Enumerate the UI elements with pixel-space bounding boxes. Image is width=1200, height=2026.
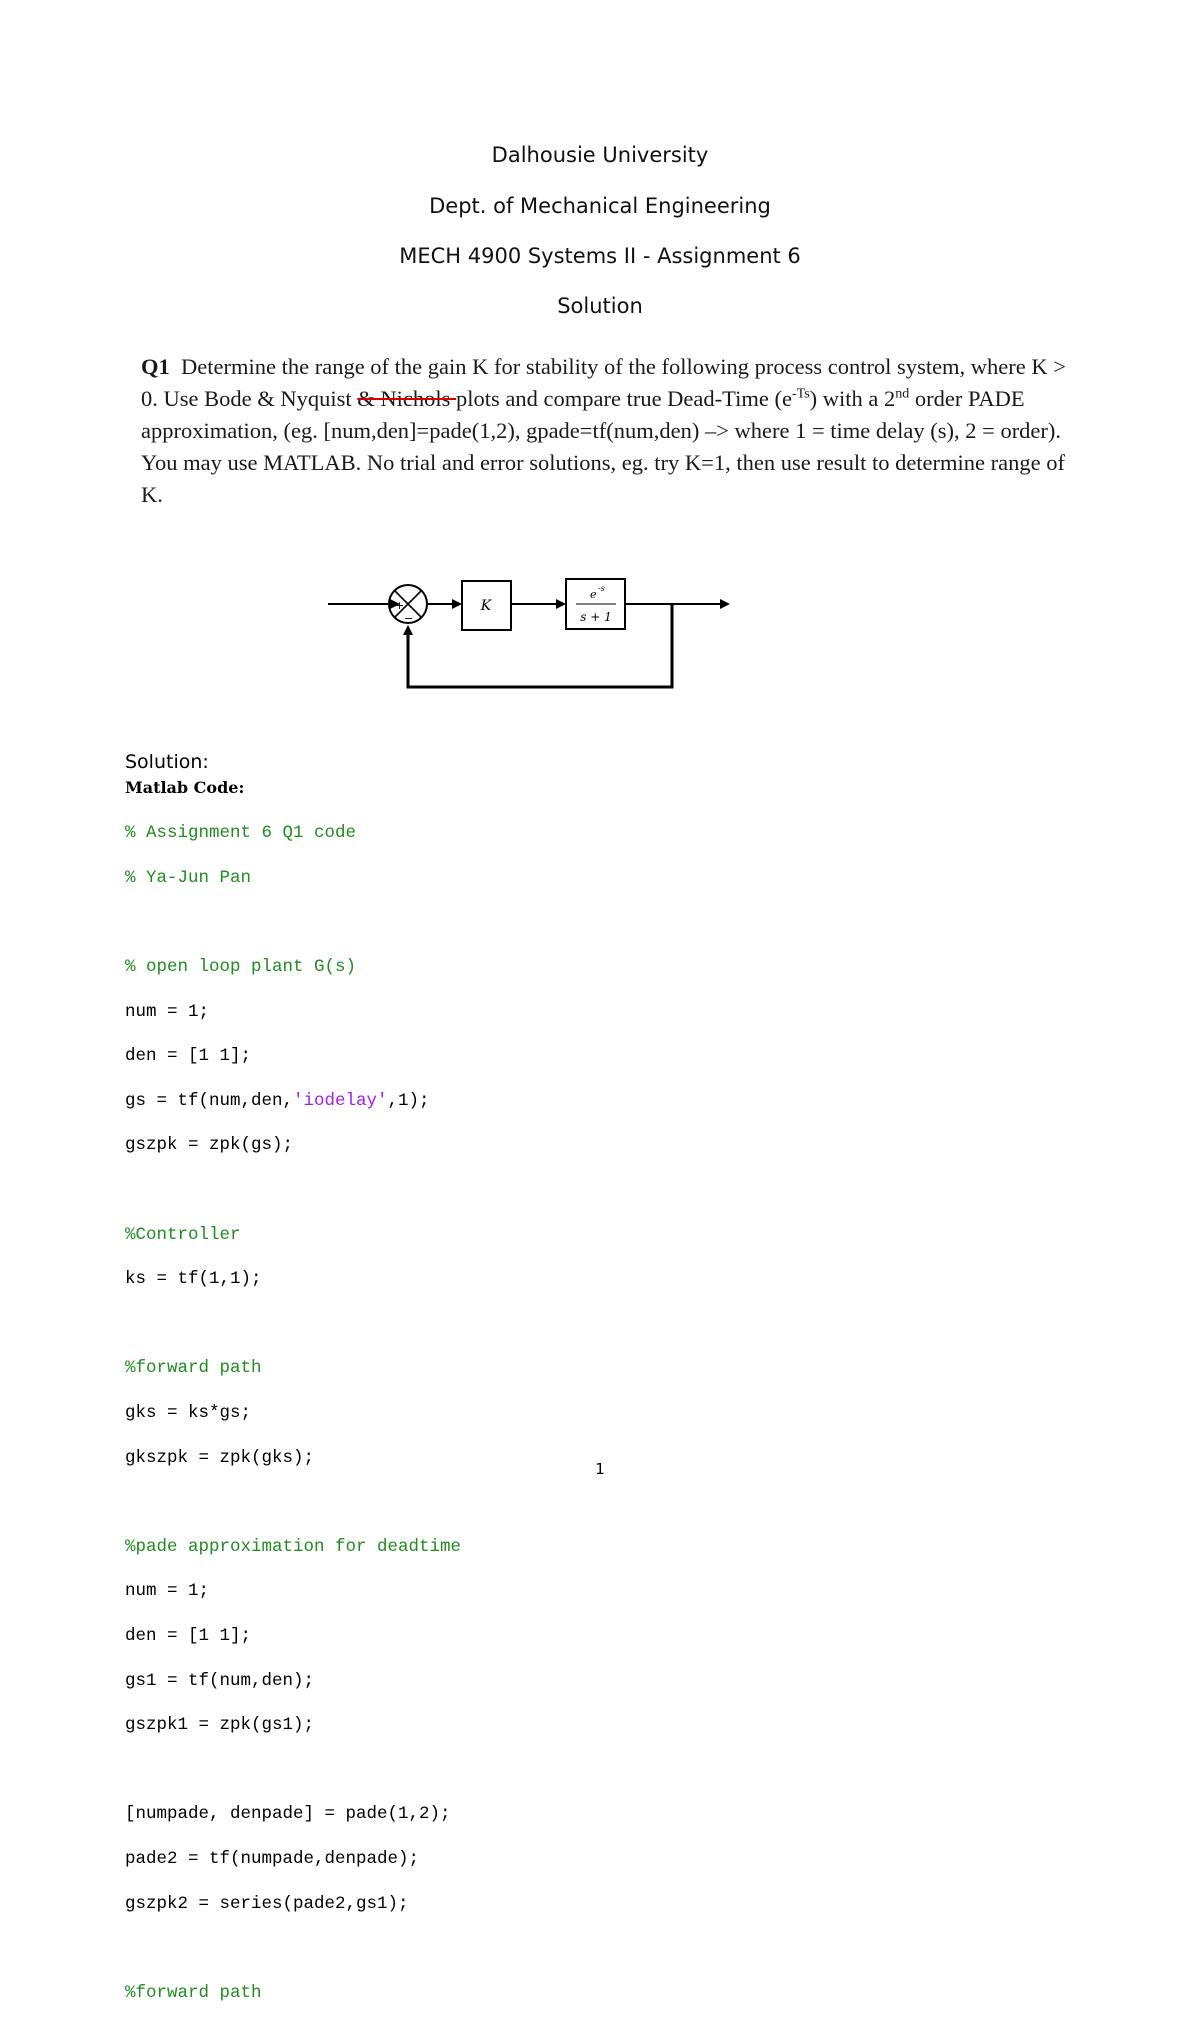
code-line: ks = tf(1,1); <box>125 1269 262 1290</box>
page-number: 1 <box>595 1460 605 1478</box>
question-label: Q1 <box>141 354 170 379</box>
course-title: MECH 4900 Systems II - Assignment 6 <box>399 244 801 268</box>
code-comment: %Controller <box>125 1224 241 1245</box>
code-line: gszpk = zpk(gs); <box>125 1135 294 1156</box>
code-line: den = [1 1]; <box>125 1046 252 1067</box>
code-string: 'iodelay' <box>293 1090 388 1111</box>
code-comment: %forward path <box>125 1358 262 1379</box>
code-line: pade2 = tf(numpade,denpade); <box>125 1848 420 1869</box>
question-part-2: plots and compare true Dead-Time (e <box>456 386 792 411</box>
code-comment: %forward path <box>125 1982 262 2003</box>
controller-label: K <box>480 598 492 614</box>
plant-numerator-exponent: -s <box>598 584 605 593</box>
code-comment: % Ya-Jun Pan <box>125 867 252 888</box>
plant-numerator: e <box>590 588 597 601</box>
plant-denominator: s + 1 <box>580 610 612 624</box>
question-part-4: order PADE approximation, (eg. [num,den]=pade(1,2), gpade=tf(num,den) –> where 1 = time delay (s), 2 = order). You may use MATLAB. No trial and error solutions, eg. try K=1, then use result to determine range of K. <box>141 386 1065 507</box>
ordinal-suffix: nd <box>895 386 910 402</box>
question-part-1: Determine the range of the gain K for stability of the following process control system, where K > 0. Use Bode & Nyquist <box>141 354 1066 411</box>
code-line: gszpk2 = series(pade2,gs1); <box>125 1893 409 1914</box>
minus-sign: − <box>404 612 414 625</box>
matlab-code-block <box>125 800 461 2026</box>
exponent: -Ts <box>791 386 810 402</box>
code-line: gkszpk = zpk(gks); <box>125 1447 315 1468</box>
struck-text: & Nichols <box>357 386 456 411</box>
code-comment: %pade approximation for deadtime <box>125 1536 462 1557</box>
output-arrowhead <box>720 599 730 609</box>
code-heading: Matlab Code: <box>125 778 245 797</box>
code-comment: % Assignment 6 Q1 code <box>125 823 357 844</box>
block-diagram <box>320 570 740 700</box>
code-comment: % open loop plant G(s) <box>125 957 357 978</box>
code-line: gszpk1 = zpk(gs1); <box>125 1715 315 1736</box>
plus-sign: + <box>395 599 405 612</box>
document-subtitle: Solution <box>557 294 643 318</box>
code-line: den = [1 1]; <box>125 1625 252 1646</box>
question-part-3: ) with a 2 <box>809 386 896 411</box>
code-line: num = 1; <box>125 1581 210 1602</box>
code-line: num = 1; <box>125 1001 210 1022</box>
question-text <box>141 351 1071 511</box>
code-line: gks = ks*gs; <box>125 1403 252 1424</box>
university-title: Dalhousie University <box>491 143 709 167</box>
code-line: [numpade, denpade] = pade(1,2); <box>125 1804 451 1825</box>
feedback-path <box>408 604 672 687</box>
department-title: Dept. of Mechanical Engineering <box>429 194 771 218</box>
code-line: gs = tf(num,den,'iodelay',1); <box>125 1090 430 1111</box>
solution-heading: Solution: <box>125 751 209 773</box>
code-line: gs1 = tf(num,den); <box>125 1670 315 1691</box>
